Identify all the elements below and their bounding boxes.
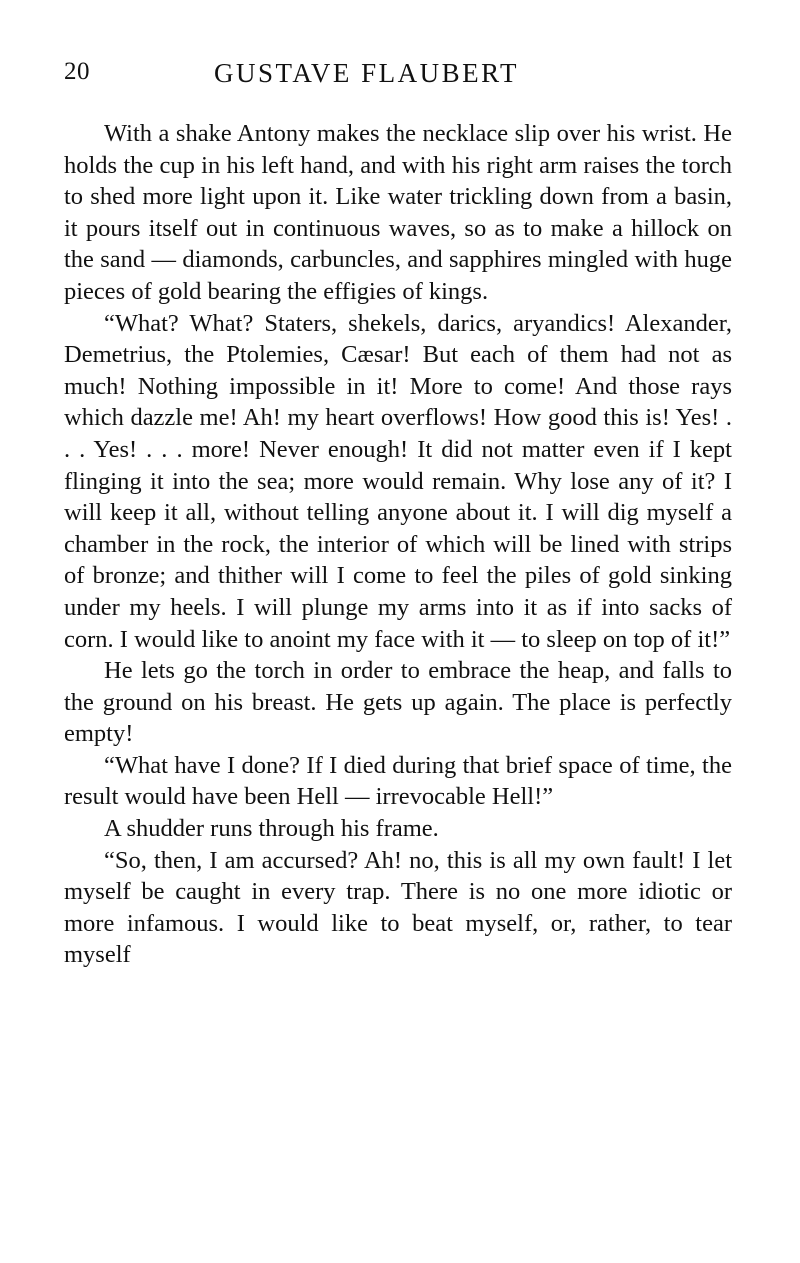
running-title: GUSTAVE FLAUBERT	[214, 58, 519, 88]
body-text	[64, 118, 732, 971]
page-number: 20	[64, 58, 90, 85]
paragraph: With a shake Antony makes the necklace slip over his wrist. He holds the cup in his left hand, and with his right arm raises the torch to shed more light upon it. Like water trickling down from a basin, it pours itself out in continuous waves, so as to make a hillock on the sand — diamonds, carbuncles, and sapphires mingled with huge pieces of gold bearing the effigies of kings.	[64, 120, 732, 305]
paragraph: “What? What? Staters, shekels, darics, aryandics! Alexander, Demetrius, the Ptolemies, Cæsar! But each of them had not as much! Nothing impossible in it! More to come! And those rays which dazzle me! Ah! my heart overflows! How good this is! Yes! . . . Yes! . . . more! Never enough! It did not matter even if I kept flinging it into the sea; more would remain. Why lose any of it? I will keep it all, without telling anyone about it. I will dig myself a chamber in the rock, the interior of which will be lined with strips of bronze; and thither will I come to feel the piles of gold sinking under my heels. I will plunge my arms into it as if into sacks of corn. I would like to anoint my face with it — to sleep on top of it!”	[64, 309, 732, 653]
page-header	[64, 50, 732, 100]
paragraph: “What have I done? If I died during that brief space of time, the result would have been Hell — irrevocable Hell!”	[64, 751, 732, 811]
paragraph: He lets go the torch in order to embrace the heap, and falls to the ground on his breast. He gets up again. The place is perfectly empty!	[64, 657, 732, 748]
book-page	[64, 50, 732, 971]
paragraph: “So, then, I am accursed? Ah! no, this is all my own fault! I let myself be caught in every trap. There is no one more idiotic or more infamous. I would like to beat myself, or, rather, to tear myself	[64, 846, 732, 969]
paragraph: A shudder runs through his frame.	[104, 815, 439, 843]
